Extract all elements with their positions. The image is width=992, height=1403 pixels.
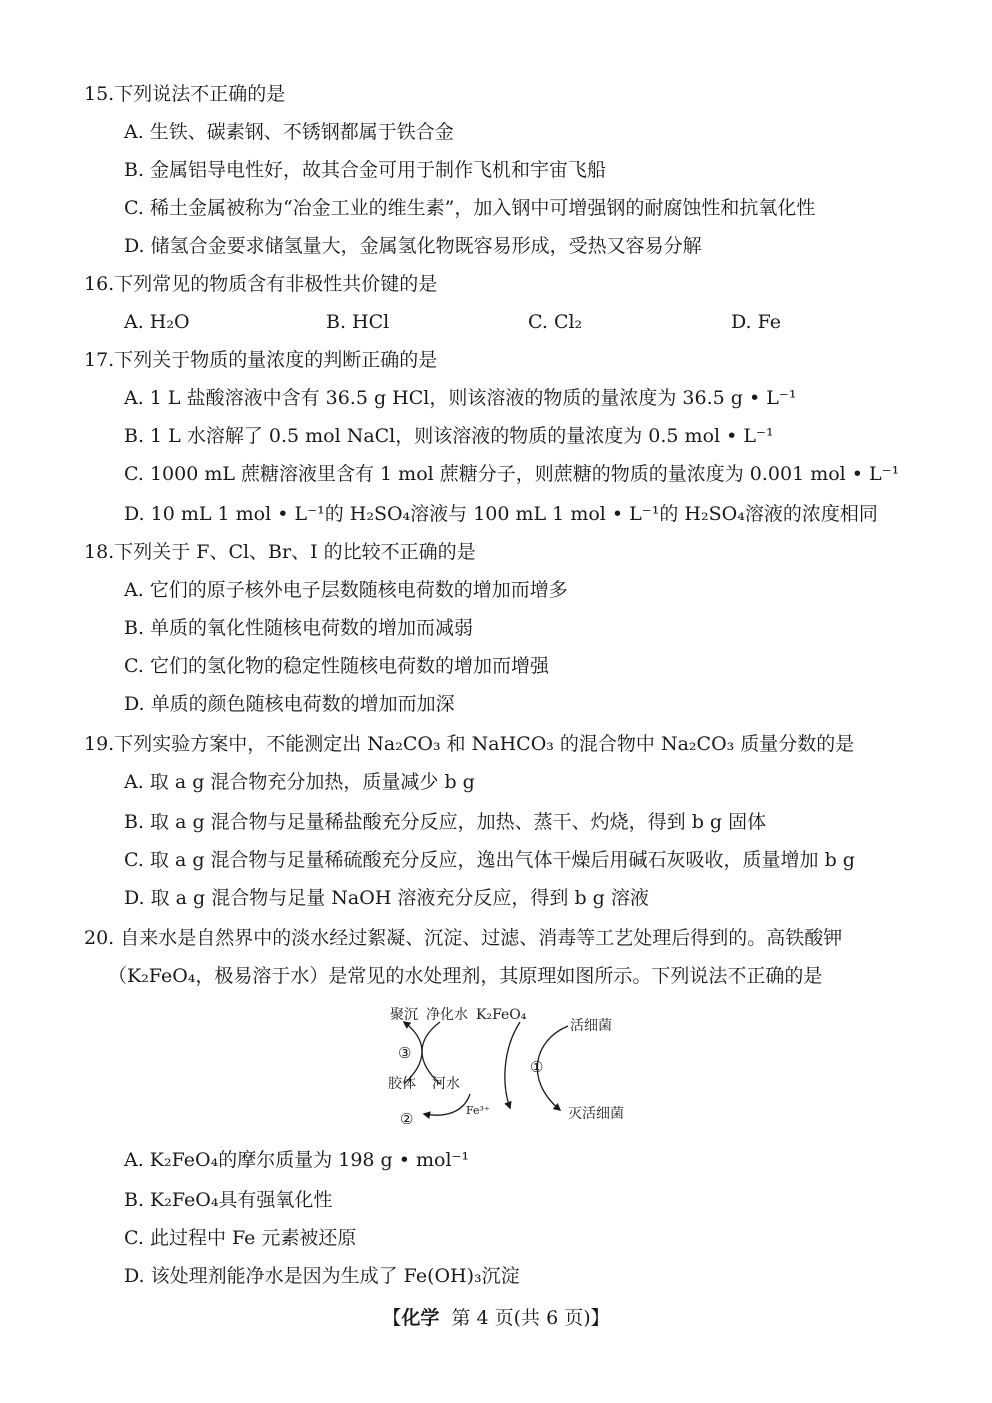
diagram-label-colloid: 胶体 [388, 1076, 416, 1092]
question-18-stem: 18.下列关于 F、Cl、Br、I 的比较不正确的是 [84, 541, 476, 563]
footer-bracket-close: 】 [590, 1307, 610, 1329]
question-20-stem-line-2: （K₂FeO₄，极易溶于水）是常见的水处理剂，其原理如图所示。下列说法不正确的是 [108, 965, 823, 987]
diagram-curve-step3-b [422, 1022, 440, 1084]
question-18-option-b: B. 单质的氧化性随核电荷数的增加而减弱 [124, 617, 474, 639]
footer-subject: 化学 [401, 1307, 440, 1329]
question-16-option-c: C. Cl₂ [528, 311, 583, 333]
question-17-option-c: C. 1000 mL 蔗糖溶液里含有 1 mol 蔗糖分子，则蔗糖的物质的量浓度为 0.001 mol • L⁻¹ [124, 463, 900, 485]
diagram-label-river-water: 河水 [432, 1076, 460, 1092]
question-15-option-b: B. 金属铝导电性好，故其合金可用于制作飞机和宇宙飞船 [124, 159, 607, 181]
question-19-stem: 19.下列实验方案中，不能测定出 Na₂CO₃ 和 NaHCO₃ 的混合物中 Na₂CO₃ 质量分数的是 [84, 733, 855, 755]
question-16-option-d: D. Fe [731, 311, 782, 333]
question-19-option-c: C. 取 a g 混合物与足量稀硫酸充分反应，逸出气体干燥后用碱石灰吸收，质量增加 b g [124, 849, 855, 871]
diagram-arrow-step2 [424, 1094, 470, 1115]
footer-bracket-open: 【 [382, 1307, 402, 1329]
footer-page-number: 第 4 页(共 6 页) [451, 1307, 591, 1329]
question-16-option-b: B. HCl [326, 311, 390, 333]
question-17-stem: 17.下列关于物质的量浓度的判断正确的是 [84, 349, 438, 371]
diagram-arrow-step1-reagent [505, 1022, 520, 1108]
question-15-stem: 15.下列说法不正确的是 [84, 83, 286, 105]
question-16-option-a: A. H₂O [124, 311, 190, 333]
diagram-label-coagulation: 聚沉 [390, 1007, 418, 1023]
question-17-option-a: A. 1 L 盐酸溶液中含有 36.5 g HCl，则该溶液的物质的量浓度为 36.5 g • L⁻¹ [124, 387, 797, 409]
diagram-label-reagent: K₂FeO₄ [476, 1007, 527, 1023]
question-20-option-d: D. 该处理剂能净水是因为生成了 Fe(OH)₃沉淀 [124, 1265, 520, 1287]
question-19-option-d: D. 取 a g 混合物与足量 NaOH 溶液充分反应，得到 b g 溶液 [124, 887, 649, 909]
question-19-option-a: A. 取 a g 混合物充分加热，质量减少 b g [124, 771, 475, 793]
question-15-option-d: D. 储氢合金要求储氢量大，金属氢化物既容易形成，受热又容易分解 [124, 235, 702, 257]
question-18-option-a: A. 它们的原子核外电子层数随核电荷数的增加而增多 [124, 579, 568, 601]
question-20-option-b: B. K₂FeO₄具有强氧化性 [124, 1189, 333, 1211]
question-18-option-c: C. 它们的氢化物的稳定性随核电荷数的增加而增强 [124, 655, 549, 677]
diagram-label-purified-water: 净化水 [426, 1007, 468, 1023]
question-20-option-a: A. K₂FeO₄的摩尔质量为 198 g • mol⁻¹ [124, 1149, 470, 1171]
page-footer [0, 1306, 992, 1330]
diagram-step-2: ② [400, 1110, 414, 1128]
water-treatment-diagram [384, 1000, 654, 1128]
diagram-label-dead-bacteria: 灭活细菌 [568, 1106, 624, 1122]
question-15-option-a: A. 生铁、碳素钢、不锈钢都属于铁合金 [124, 121, 454, 143]
question-20-option-c: C. 此过程中 Fe 元素被还原 [124, 1227, 357, 1249]
question-17-option-b: B. 1 L 水溶解了 0.5 mol NaCl，则该溶液的物质的量浓度为 0.5 mol • L⁻¹ [124, 425, 774, 447]
diagram-step-3: ③ [398, 1044, 412, 1062]
question-17-option-d: D. 10 mL 1 mol • L⁻¹的 H₂SO₄溶液与 100 mL 1 mol • L⁻¹的 H₂SO₄溶液的浓度相同 [124, 503, 878, 525]
question-19-option-b: B. 取 a g 混合物与足量稀盐酸充分反应，加热、蒸干、灼烧，得到 b g 固体 [124, 811, 767, 833]
diagram-step-1: ① [530, 1058, 544, 1076]
question-16-stem: 16.下列常见的物质含有非极性共价键的是 [84, 273, 438, 295]
diagram-label-live-bacteria: 活细菌 [570, 1018, 612, 1034]
diagram-label-fe3: Fe³⁺ [466, 1104, 490, 1117]
question-18-option-d: D. 单质的颜色随核电荷数的增加而加深 [124, 693, 455, 715]
question-20-stem-line-1: 20. 自来水是自然界中的淡水经过絮凝、沉淀、过滤、消毒等工艺处理后得到的。高铁酸钾 [84, 927, 843, 949]
question-15-option-c: C. 稀土金属被称为“冶金工业的维生素”，加入钢中可增强钢的耐腐蚀性和抗氧化性 [124, 197, 816, 219]
